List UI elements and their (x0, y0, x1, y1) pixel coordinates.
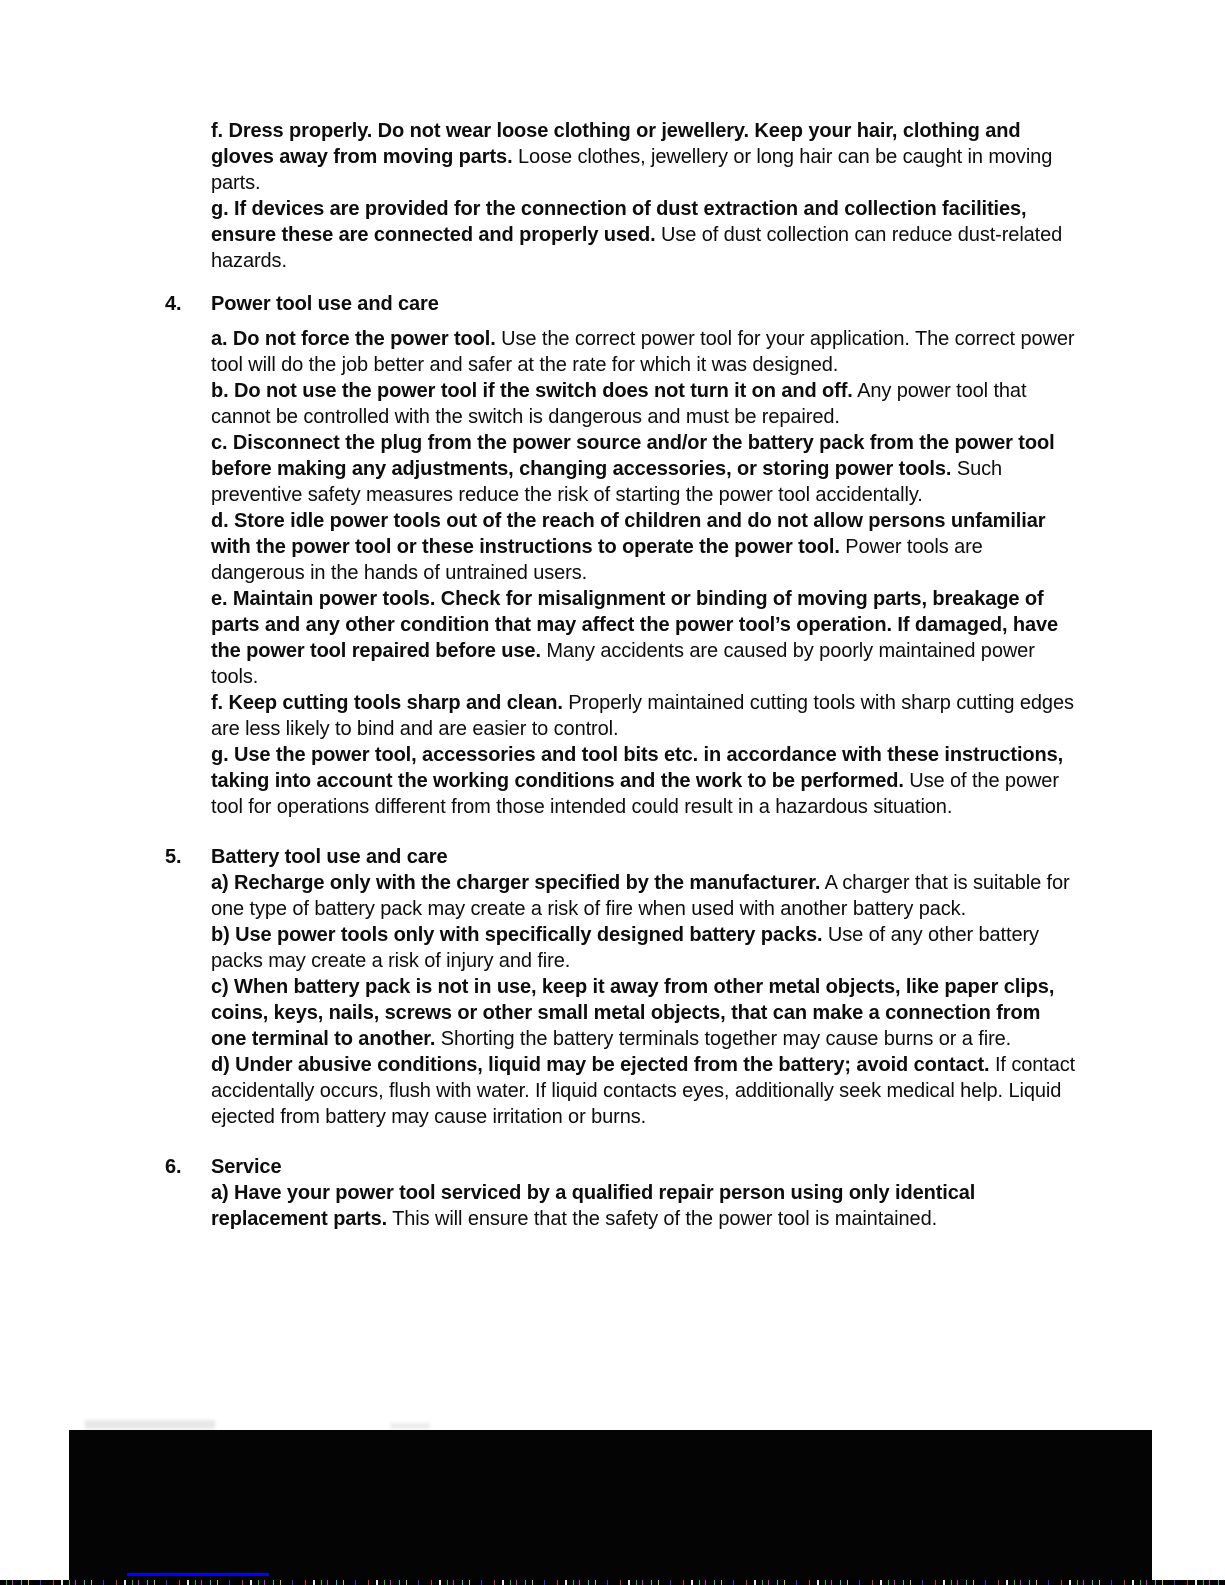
safety-item-body: Use of dust collection can reduce dust-related hazards. (211, 224, 1063, 272)
safety-item-body: Use of any other battery packs may create a risk of injury and fire. (211, 924, 1039, 972)
safety-item-lead: a) Recharge only with the charger specified by the manufacturer. (211, 872, 821, 894)
safety-item-body: If contact accidentally occurs, flush with water. If liquid contacts eyes, additionally seek medical help. Liquid ejected from battery may cause irritation or burns. (211, 1054, 1076, 1128)
safety-item-body: Any power tool that cannot be controlled with the switch is dangerous and must be repaired. (211, 380, 1027, 428)
safety-item-b (211, 922, 1079, 974)
section-battery-tool-use (165, 844, 1085, 1130)
section-heading: Service (211, 1156, 282, 1178)
section-heading: Battery tool use and care (211, 846, 448, 868)
safety-item-f (211, 118, 1079, 196)
safety-item-lead: b. Do not use the power tool if the switch does not turn it on and off. (211, 380, 853, 402)
section-number: 4. (165, 293, 182, 315)
safety-item-d (211, 508, 1079, 586)
scan-noise-strip (0, 1580, 1225, 1585)
safety-item-body: Use of the power tool for operations different from those intended could result in a hazardous situation. (211, 770, 1059, 818)
safety-item-lead: f. Dress properly. Do not wear loose clothing or jewellery. Keep your hair, clothing and gloves away from moving parts. (211, 120, 1021, 168)
safety-item-body: Power tools are dangerous in the hands of untrained users. (211, 536, 983, 584)
safety-item-lead: a) Have your power tool serviced by a qualified repair person using only identical replacement parts. (211, 1182, 976, 1230)
safety-item-lead: c. Disconnect the plug from the power source and/or the battery pack from the power tool before making any adjustments, changing accessories, or storing power tools. (211, 432, 1055, 480)
safety-item-body: Many accidents are caused by poorly maintained power tools. (211, 640, 1035, 688)
safety-item-a (211, 326, 1079, 378)
safety-item-lead: a. Do not force the power tool. (211, 328, 496, 350)
safety-item-body: This will ensure that the safety of the power tool is maintained. (387, 1208, 938, 1230)
redaction-bar (69, 1430, 1152, 1585)
safety-item-body: Properly maintained cutting tools with sharp cutting edges are less likely to bind and are easier to control. (211, 692, 1074, 740)
scan-artifact (85, 1420, 215, 1429)
section-heading: Power tool use and care (211, 293, 439, 315)
safety-item-a (211, 1180, 1079, 1232)
section-intro-continuation (165, 118, 1085, 274)
section-number: 5. (165, 846, 182, 868)
safety-instructions (165, 118, 1085, 1232)
safety-item-d (211, 1052, 1079, 1130)
hyperlink-underline[interactable] (127, 1573, 269, 1576)
safety-item-lead: c) When battery pack is not in use, keep it away from other metal objects, like paper clips, coins, keys, nails, screws or other small metal objects, that can make a connection from one terminal to another. (211, 976, 1055, 1050)
safety-item-body: Shorting the battery terminals together may cause burns or a fire. (435, 1028, 1012, 1050)
safety-item-body: A charger that is suitable for one type of battery pack may create a risk of fire when used with another battery pack. (211, 872, 1070, 920)
scan-artifact (390, 1423, 430, 1429)
safety-item-lead: b) Use power tools only with specifically designed battery packs. (211, 924, 823, 946)
safety-item-a (211, 870, 1079, 922)
safety-item-c (211, 974, 1079, 1052)
section-number: 6. (165, 1156, 182, 1178)
safety-item-lead: d) Under abusive conditions, liquid may be ejected from the battery; avoid contact. (211, 1054, 990, 1076)
safety-item-body: Such preventive safety measures reduce the risk of starting the power tool accidentally. (211, 458, 1003, 506)
safety-item-lead: f. Keep cutting tools sharp and clean. (211, 692, 563, 714)
safety-item-lead: g. If devices are provided for the connection of dust extraction and collection facilities, ensure these are connected and properly used. (211, 198, 1027, 246)
safety-item-body: Loose clothes, jewellery or long hair can be caught in moving parts. (211, 146, 1053, 194)
safety-item-lead: e. Maintain power tools. Check for misalignment or binding of moving parts, breakage of parts and any other condition that may affect the power tool’s operation. If damaged, have the power tool repaired before use. (211, 588, 1059, 662)
safety-item-e (211, 586, 1079, 690)
safety-item-lead: g. Use the power tool, accessories and tool bits etc. in accordance with these instructions, taking into account the working conditions and the work to be performed. (211, 744, 1064, 792)
safety-item-f (211, 690, 1079, 742)
safety-item-g (211, 742, 1079, 820)
section-service (165, 1154, 1085, 1232)
safety-item-c (211, 430, 1079, 508)
safety-item-b (211, 378, 1079, 430)
safety-item-lead: d. Store idle power tools out of the reach of children and do not allow persons unfamiliar with the power tool or these instructions to operate the power tool. (211, 510, 1046, 558)
safety-item-g (211, 196, 1079, 274)
safety-item-body: Use the correct power tool for your application. The correct power tool will do the job better and safer at the rate for which it was designed. (211, 328, 1075, 376)
section-power-tool-use (165, 291, 1085, 820)
